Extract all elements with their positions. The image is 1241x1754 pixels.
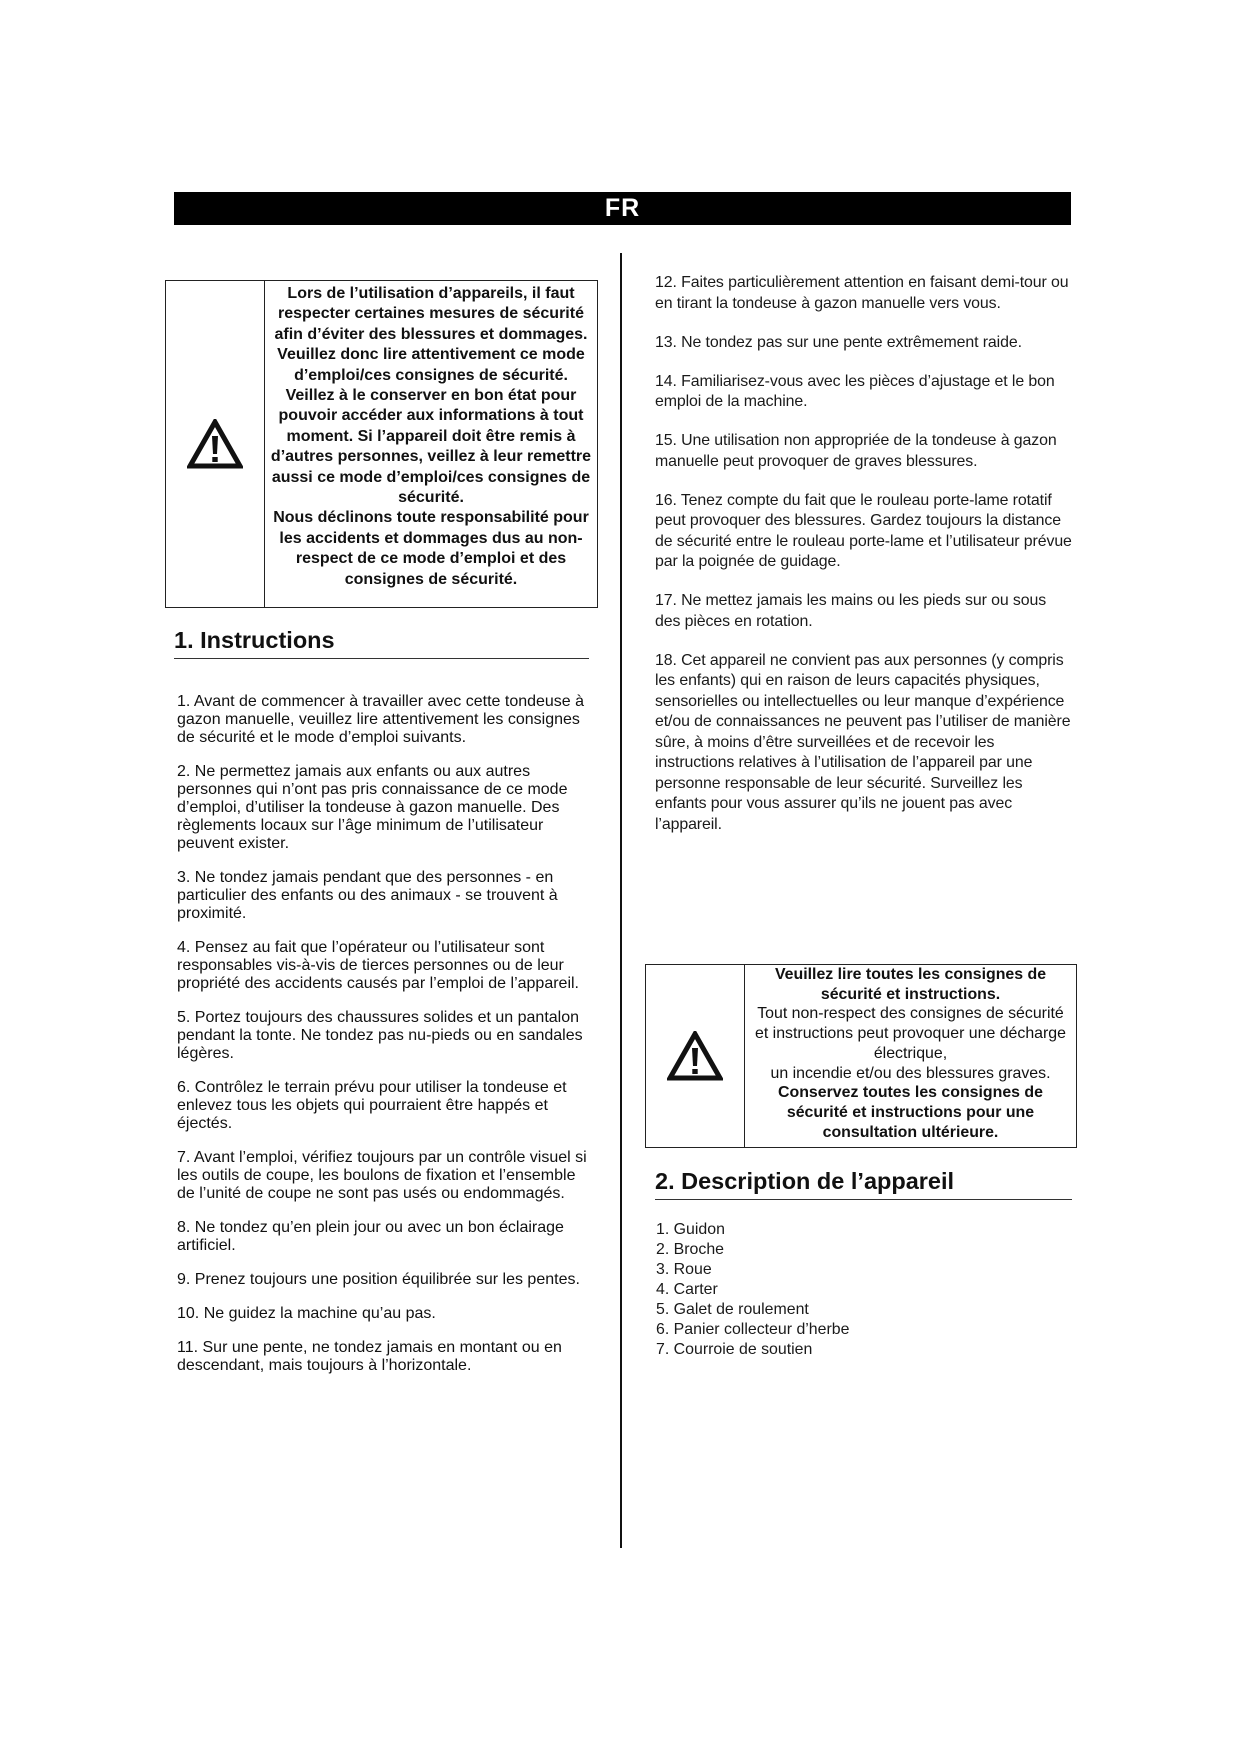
warning-icon-cell xyxy=(646,965,745,1147)
instruction-item: 15. Une utilisation non appropriée de la tondeuse à gazon manuelle peut provoquer de graves blessures. xyxy=(655,432,1057,470)
instructions-list-left xyxy=(177,677,597,1391)
instruction-item: 7. Avant l’emploi, vérifiez toujours par un contrôle visuel si les outils de coupe, les boulons de fixation et l’ensemble de l’unité de coupe ne sont pas usés ou endommagés. xyxy=(177,1149,587,1202)
instruction-item: 9. Prenez toujours une position équilibrée sur les pentes. xyxy=(177,1271,580,1288)
instruction-item: 12. Faites particulièrement attention en faisant demi-tour ou en tirant la tondeuse à gazon manuelle vers vous. xyxy=(655,274,1069,312)
warning-heading: Veuillez lire toutes les consignes de sécurité et instructions. xyxy=(774,966,1047,1003)
instruction-item: 10. Ne guidez la machine qu’au pas. xyxy=(177,1305,436,1322)
column-divider xyxy=(620,253,622,1548)
list-item: 3. Roue xyxy=(656,1261,712,1278)
list-item: 4. Carter xyxy=(656,1281,718,1298)
instruction-item: 6. Contrôlez le terrain prévu pour utiliser la tondeuse et enlevez tous les objets qui pourraient être happés et éjectés. xyxy=(177,1079,567,1132)
section-title-description: 2. Description de l’appareil xyxy=(655,1168,1072,1200)
instruction-item: 16. Tenez compte du fait que le rouleau porte-lame rotatif peut provoquer des blessures. Gardez toujours la distance de sécurité entre le rouleau porte-lame et l’utilisateur prévue par la poignée de guidage. xyxy=(655,491,1072,570)
instruction-item: 14. Familiarisez-vous avec les pièces d’ajustage et le bon emploi de la machine. xyxy=(655,372,1055,410)
language-code: FR xyxy=(604,194,641,222)
list-item: 5. Galet de roulement xyxy=(656,1301,809,1318)
warning-body: Tout non-respect des consignes de sécurité et instructions peut provoquer une décharge électrique, xyxy=(755,1005,1066,1062)
instruction-item: 13. Ne tondez pas sur une pente extrêmement raide. xyxy=(655,333,1022,351)
instruction-item: 8. Ne tondez qu’en plein jour ou avec un bon éclairage artificiel. xyxy=(177,1219,564,1254)
warning-text xyxy=(745,965,1076,1147)
instruction-item: 5. Portez toujours des chaussures solides et un pantalon pendant la tonte. Ne tondez pas nu-pieds ou en sandales légères. xyxy=(177,1009,583,1062)
safety-warning-box xyxy=(165,280,598,608)
instruction-item: 11. Sur une pente, ne tondez jamais en montant ou en descendant, mais toujours à l’horizontale. xyxy=(177,1339,562,1374)
instruction-item: 18. Cet appareil ne convient pas aux personnes (y compris les enfants) qui en raison de leurs capacités physiques, sensorielles ou intellectuelles ou leur manque d’expérience et/ou de connaissances ne peuvent pas l’utiliser de manière sûre, à moins d’être surveillées et de recevoir les instructions relatives à l’utilisation de l’appareil par une personne responsable de leur sécurité. Surveillez les enfants pour vous assurer qu’ils ne jouent pas avec l’appareil. xyxy=(655,651,1071,833)
warning-disclaimer: Nous déclinons toute responsabilité pour les accidents et dommages dus au non-respect de ce mode d’emploi et des consignes de sécurité. xyxy=(273,509,589,588)
warning-text xyxy=(265,281,597,607)
warning-intro: Lors de l’utilisation d’appareils, il faut respecter certaines mesures de sécurité afin d’éviter des blessures et dommages. Veuillez donc lire attentivement ce mode d’emploi/ces consignes de sécurité. Veillez à le conserver en bon état pour pouvoir accéder aux informations à tout moment. Si l’appareil doit être remis à d’autres personnes, veillez à leur remettre aussi ce mode d’emploi/ces consignes de sécurité. xyxy=(270,285,592,507)
instructions-list-right xyxy=(655,273,1075,854)
instruction-item: 1. Avant de commencer à travailler avec cette tondeuse à gazon manuelle, veuillez lire attentivement les consignes de sécurité et le mode d’emploi suivants. xyxy=(177,693,585,746)
section-title-instructions: 1. Instructions xyxy=(174,627,589,659)
list-item: 2. Broche xyxy=(656,1241,725,1258)
list-item: 1. Guidon xyxy=(656,1221,725,1238)
parts-list xyxy=(656,1220,956,1360)
warning-footer: Conservez toutes les consignes de sécurité et instructions pour une consultation ultérieure. xyxy=(778,1084,1043,1141)
list-item: 7. Courroie de soutien xyxy=(656,1341,813,1358)
warning-icon-cell xyxy=(166,281,265,607)
instruction-item: 3. Ne tondez jamais pendant que des personnes - en particulier des enfants ou des animaux - se trouvent à proximité. xyxy=(177,869,558,922)
warning-triangle-icon xyxy=(187,419,243,469)
instruction-item: 2. Ne permettez jamais aux enfants ou aux autres personnes qui n’ont pas pris connaissance de ce mode d’emploi, d’utiliser la tondeuse à gazon manuelle. Des règlements locaux sur l’âge minimum de l’utilisateur peuvent exister. xyxy=(177,763,568,852)
warning-triangle-icon xyxy=(667,1031,723,1081)
list-item: 6. Panier collecteur d’herbe xyxy=(656,1321,850,1338)
instruction-item: 17. Ne mettez jamais les mains ou les pieds sur ou sous des pièces en rotation. xyxy=(655,592,1047,630)
warning-body: un incendie et/ou des blessures graves. xyxy=(770,1064,1051,1082)
language-header-bar xyxy=(174,192,1071,225)
instruction-item: 4. Pensez au fait que l’opérateur ou l’utilisateur sont responsables vis-à-vis de tierces personnes ou de leur propriété des accidents causés par l’emploi de l’appareil. xyxy=(177,939,579,992)
read-instructions-warning-box xyxy=(645,964,1077,1148)
